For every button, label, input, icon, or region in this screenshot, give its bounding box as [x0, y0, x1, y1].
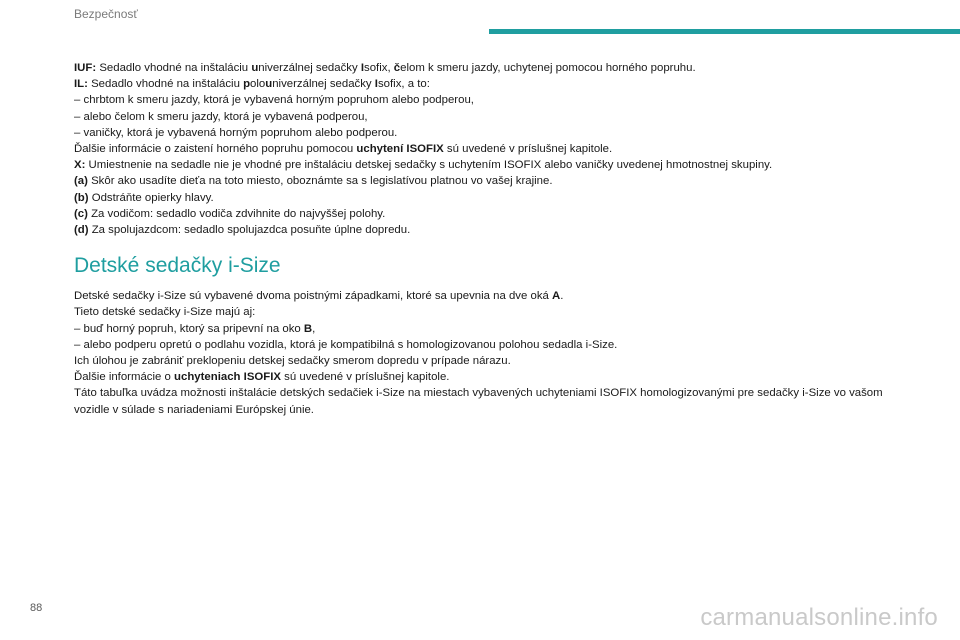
bold-text: A: [552, 290, 561, 303]
text-run: niverzálnej sedačky: [272, 78, 375, 91]
text-run: Detské sedačky i-Size sú vybavené dvoma poistnými západkami, ktoré sa upevnia na dve oká: [74, 290, 553, 303]
text-run: elom k smeru jazdy, uchytenej pomocou horného popruhu.: [400, 62, 696, 74]
bold-text: X:: [74, 159, 86, 172]
text-run: Táto tabuľka uvádza možnosti inštalácie detských sedačiek i-Size na miestach vybavených uchyteniami ISOFIX homologizovanými pre sedačky i-Size vo vašom vozidle v súlade s nariadeniami Európskej únie.: [74, 387, 883, 416]
bold-text: uchyteniach ISOFIX: [174, 371, 282, 384]
text-run: Ďalšie informácie o zaistení horného popruhu pomocou: [74, 143, 357, 156]
text-line: [74, 206, 914, 222]
text-run: olo: [250, 78, 266, 91]
text-run: .: [560, 290, 564, 303]
bold-text: (c): [74, 207, 88, 220]
text-line: [74, 173, 914, 189]
bold-text: IL:: [74, 78, 88, 91]
text-line: [74, 304, 914, 320]
isofix-legend: [74, 60, 914, 238]
text-run: Skôr ako usadíte dieťa na toto miesto, oboznámte sa s legislatívou platnou vo vašej krajine.: [87, 175, 553, 188]
text-run: Sedadlo vhodné na inštaláciu: [87, 78, 244, 91]
page-number: 88: [30, 602, 43, 614]
bold-text: I: [360, 62, 365, 74]
text-line: [74, 288, 914, 304]
text-run: Umiestnenie na sedadle nie je vhodné pre inštaláciu detskej sedačky s uchytením ISOFIX alebo vaničky uvedenej hmotnostnej skupiny.: [85, 159, 773, 172]
text-run: – buď horný popruh, ktorý sa pripevní na oko: [74, 322, 304, 335]
bold-text: (a): [74, 175, 88, 188]
bold-text: u: [251, 62, 259, 74]
text-run: sú uvedené v príslušnej kapitole.: [281, 371, 450, 384]
header-title: Bezpečnosť: [74, 7, 138, 21]
bold-text: uchytení ISOFIX: [356, 143, 444, 156]
text-run: Ich úlohou je zabrániť preklopeniu detskej sedačky smerom dopredu v prípade nárazu.: [74, 355, 511, 368]
text-line: [74, 337, 914, 353]
text-run: ,: [312, 322, 316, 335]
text-line: [74, 222, 914, 238]
text-run: Odstráňte opierky hlavy.: [88, 191, 214, 204]
text-run: – alebo čelom k smeru jazdy, ktorá je vybavená podperou,: [74, 110, 368, 123]
text-run: sofix,: [364, 62, 394, 74]
text-line: [74, 125, 914, 141]
text-run: sofix, a to:: [377, 78, 430, 91]
bold-text: č: [393, 62, 401, 74]
text-line: [74, 157, 914, 173]
bold-text: (b): [74, 191, 89, 204]
text-line: [74, 141, 914, 157]
watermark: carmanualsonline.info: [700, 604, 938, 631]
text-line: [74, 92, 914, 108]
text-run: niverzálnej sedačky: [258, 62, 361, 74]
text-run: Za vodičom: sedadlo vodiča zdvihnite do najvyššej polohy.: [87, 207, 386, 220]
bold-text: IUF:: [74, 62, 97, 74]
text-run: – chrbtom k smeru jazdy, ktorá je vybavená horným popruhom alebo podperou,: [74, 94, 474, 107]
text-line: [74, 385, 914, 417]
header-accent-bar: [489, 29, 960, 34]
bold-text: B: [303, 322, 313, 335]
text-line: [74, 60, 914, 76]
text-run: – vaničky, ktorá je vybavená horným popruhom alebo podperou.: [74, 126, 398, 139]
text-run: Ďalšie informácie o: [74, 371, 175, 384]
bold-text: (d): [74, 224, 89, 237]
isize-section-body: [74, 288, 914, 418]
bold-text: I: [374, 78, 378, 91]
text-line: [74, 109, 914, 125]
text-run: Sedadlo vhodné na inštaláciu: [96, 62, 252, 74]
page-content: [74, 60, 914, 418]
text-line: [74, 190, 914, 206]
text-run: Za spolujazdcom: sedadlo spolujazdca posuňte úplne dopredu.: [88, 224, 411, 237]
bold-text: u: [265, 78, 273, 91]
text-run: Tieto detské sedačky i-Size majú aj:: [74, 306, 256, 319]
text-line: [74, 321, 914, 337]
text-line: [74, 353, 914, 369]
bold-text: p: [243, 78, 251, 91]
section-heading: Detské sedačky i-Size: [74, 254, 281, 278]
text-run: – alebo podperu opretú o podlahu vozidla, ktorá je kompatibilná s homologizovanou polohou sedadla i-Size.: [74, 338, 618, 351]
text-line: [74, 76, 914, 92]
text-run: sú uvedené v príslušnej kapitole.: [443, 143, 613, 156]
text-line: [74, 369, 914, 385]
